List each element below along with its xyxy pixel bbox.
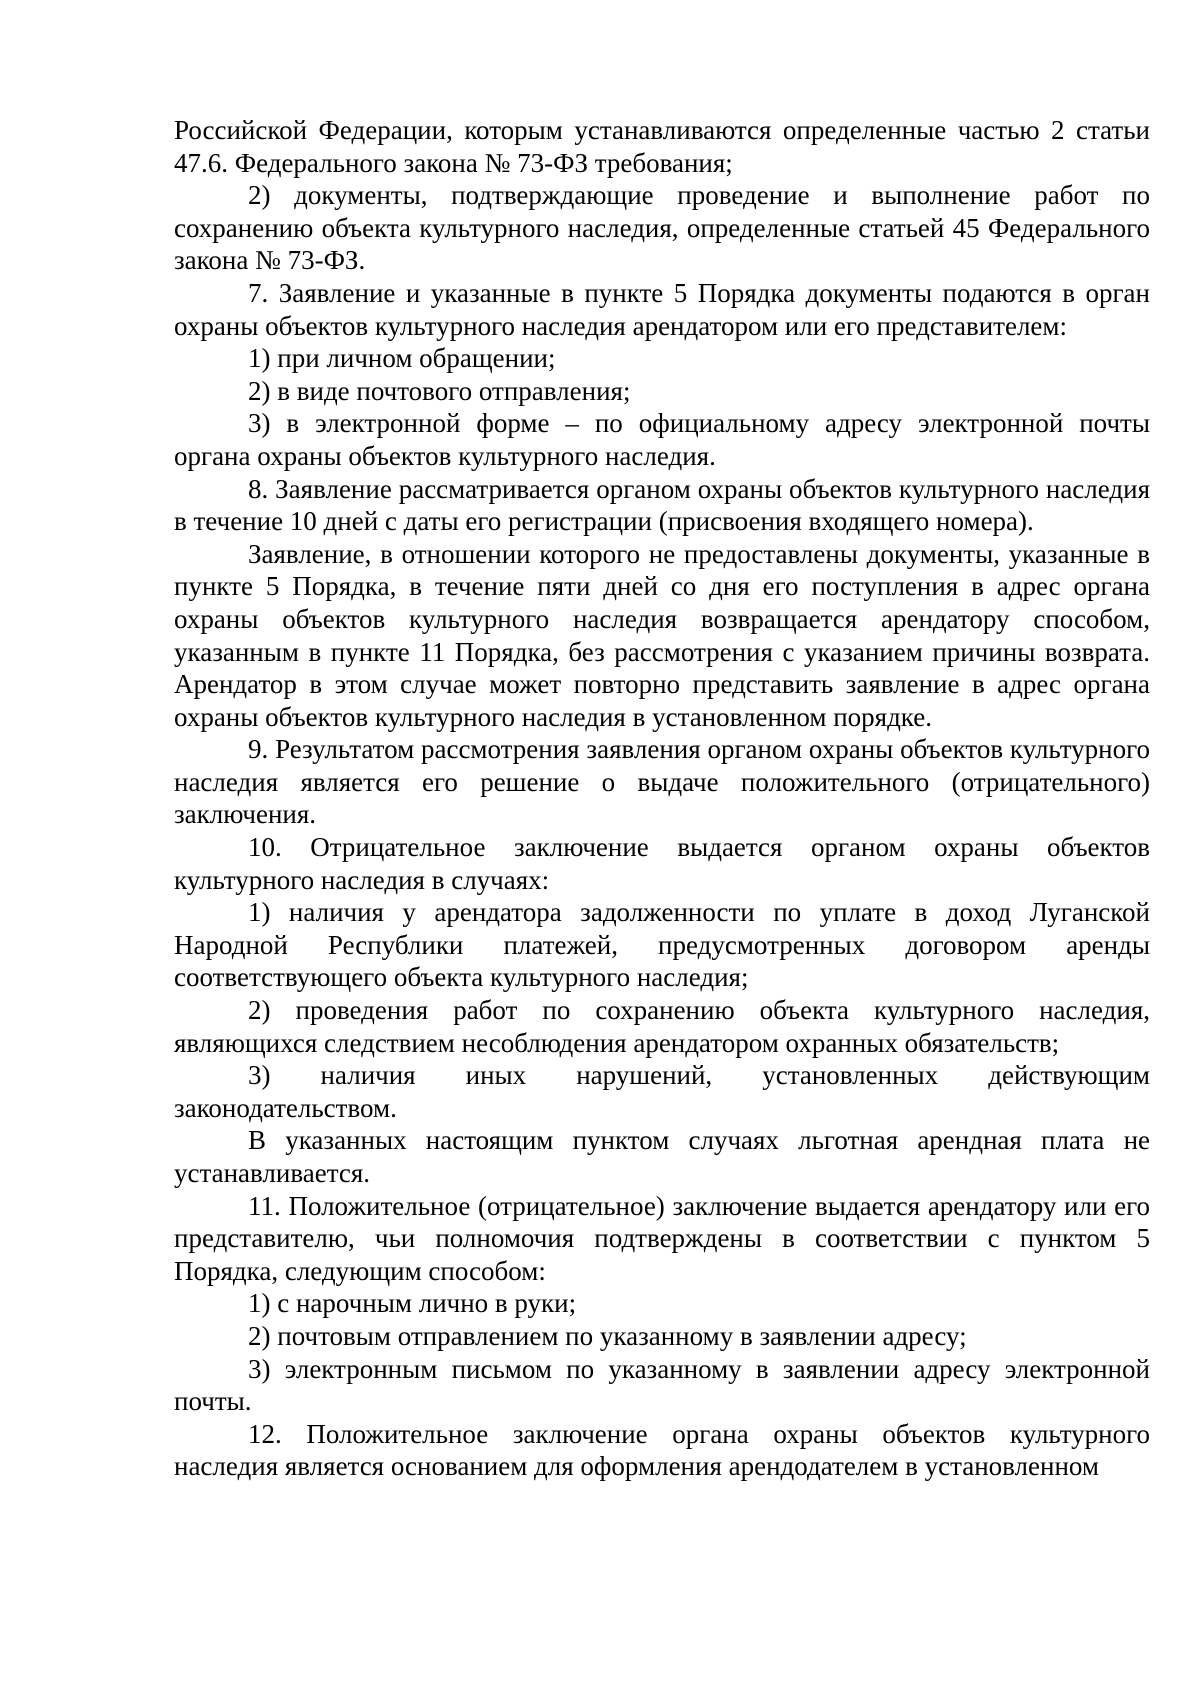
paragraph-clause-7: 7. Заявление и указанные в пункте 5 Порядка документы подаются в орган охраны объектов культурного наследия арендатором или его представителем: [174,277,1150,341]
paragraph-clause-11-item-1: 1) с нарочным лично в руки; [248,1288,577,1319]
paragraph-clause-8: 8. Заявление рассматривается органом охраны объектов культурного наследия в течение 10 дней с даты его регистрации (присвоения входящего номера). [174,473,1150,537]
document-body [174,114,1150,1483]
paragraph-clause-7-item-2: 2) в виде почтового отправления; [248,375,631,406]
paragraph-clause-10: 10. Отрицательное заключение выдается органом охраны объектов культурного наследия в случаях: [174,832,1150,895]
paragraph-clause-8-return: Заявление, в отношении которого не предоставлены документы, указанные в пункте 5 Порядка, в течение пяти дней со дня его поступления в адрес органа охраны объектов культурного наследия возвращается арендатору способом, указанным в пункте 11 Порядка, без рассмотрения с указанием причины возврата. Арендатор в этом случае может повторно представить заявление в адрес органа охраны объектов культурного наследия в установленном порядке. [174,538,1150,732]
paragraph-clause-12: 12. Положительное заключение органа охраны объектов культурного наследия является основанием для оформления арендодателем в установленном [174,1418,1150,1482]
paragraph-item-2-documents: 2) документы, подтверждающие проведение и выполнение работ по сохранению объекта культурного наследия, определенные статьей 45 Федерального закона № 73-ФЗ. [174,180,1150,276]
paragraph-clause-10-item-1: 1) наличия у арендатора задолженности по уплате в доход Луганской Народной Республики платежей, предусмотренных договором аренды соответствующего объекта культурного наследия; [174,897,1150,993]
paragraph-clause-11-item-3: 3) электронным письмом по указанному в заявлении адресу электронной почты. [174,1353,1150,1417]
paragraph-clause-7-item-3: 3) в электронной форме – по официальному адресу электронной почты органа охраны объектов культурного наследия. [174,408,1150,471]
paragraph-clause-11: 11. Положительное (отрицательное) заключение выдается арендатору или его представителю, чьи полномочия подтверждены в соответствии с пунктом 5 Порядка, следующим способом: [174,1190,1150,1286]
paragraph-clause-10-item-3: 3) наличия иных нарушений, установленных действующим законодательством. [174,1060,1150,1123]
paragraph-continuation: Российской Федерации, которым устанавливаются определенные частью 2 статьи 47.6. Федерального закона № 73-ФЗ требования; [174,115,1150,178]
paragraph-clause-9: 9. Результатом рассмотрения заявления органом охраны объектов культурного наследия является его решение о выдаче положительного (отрицательного) заключения. [174,734,1150,830]
paragraph-clause-10-item-2: 2) проведения работ по сохранению объекта культурного наследия, являющихся следствием несоблюдения арендатором охранных обязательств; [174,995,1150,1058]
paragraph-clause-10-note: В указанных настоящим пунктом случаях льготная арендная плата не устанавливается. [174,1125,1150,1188]
paragraph-clause-11-item-2: 2) почтовым отправлением по указанному в заявлении адресу; [248,1320,967,1351]
paragraph-clause-7-item-1: 1) при личном обращении; [248,343,556,374]
